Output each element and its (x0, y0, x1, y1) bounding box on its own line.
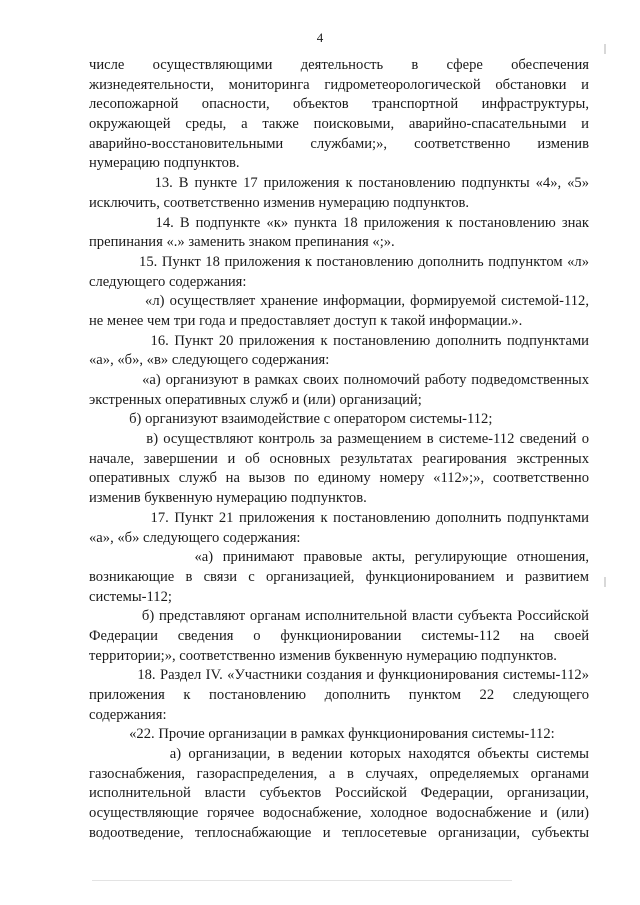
text-line: «22. Прочие организации в рамках функционирования системы-112: (89, 726, 555, 743)
text-line: 18. Раздел IV. «Участники создания и функционирования системы-112» (89, 667, 589, 684)
scan-artifact (92, 880, 512, 881)
text-line: оперативных служб на вызов по единому номеру «112»;», соответственно (89, 470, 589, 487)
text-line: «а», «б» следующего содержания: (89, 529, 301, 546)
text-line: газоснабжения, газораспределения, а в случаях, определяемых органами (89, 765, 589, 782)
text-line: Федерации сведения о функционировании системы-112 на своей (89, 627, 589, 644)
text-line: содержания: (89, 706, 167, 723)
text-line: не менее чем три года и предоставляет доступ к такой информации.». (89, 312, 523, 329)
text-line: б) организуют взаимодействие с оператором системы-112; (89, 411, 493, 428)
text-line: следующего содержания: (89, 273, 247, 290)
text-line: лесопожарной опасности, объектов транспортной инфраструктуры, (89, 96, 589, 113)
text-line: начале, завершении и об основных результатах реагирования экстренных (89, 450, 589, 467)
text-line: а) организации, в ведении которых находятся объекты системы (89, 746, 589, 763)
text-line: системы-112; (89, 588, 172, 605)
text-line: 16. Пункт 20 приложения к постановлению дополнить подпунктами (89, 332, 589, 349)
text-line: приложения к постановлению дополнить пунктом 22 следующего (89, 687, 589, 703)
text-line: 15. Пункт 18 приложения к постановлению дополнить подпунктом «л» (89, 253, 589, 270)
text-line: числе осуществляющими деятельность в сфере обеспечения (89, 57, 589, 73)
scan-edge-mark (604, 577, 606, 587)
text-line: исполнительной власти субъектов Российской Федерации, организации, (89, 785, 589, 802)
text-line: б) представляют органам исполнительной власти субъекта Российской (89, 608, 589, 625)
document-body (89, 56, 589, 844)
text-line: территории;», соответственно изменив буквенную нумерацию подпунктов. (89, 647, 557, 664)
text-line: препинания «.» заменить знаком препинания «;». (89, 234, 395, 251)
text-line: жизнедеятельности, мониторинга гидрометеорологической обстановки и (89, 76, 589, 93)
text-line: 17. Пункт 21 приложения к постановлению дополнить подпунктами (89, 509, 589, 526)
text-line: 14. В подпункте «к» пункта 18 приложения к постановлению знак (89, 214, 589, 231)
text-line: «л) осуществляет хранение информации, формируемой системой-112, (89, 293, 589, 310)
text-line: 13. В пункте 17 приложения к постановлению подпункты «4», «5» (89, 175, 589, 192)
text-line: изменив буквенную нумерацию подпунктов. (89, 490, 367, 507)
text-line: окружающей среды, а также поисковыми, аварийно-спасательными и (89, 116, 589, 133)
text-line: «а) организуют в рамках своих полномочий работу подведомственных (89, 372, 589, 388)
text-line: осуществляющие горячее водоснабжение, холодное водоснабжение и (или) (89, 805, 589, 822)
text-line: «а», «б», «в» следующего содержания: (89, 352, 330, 369)
page-number: 4 (316, 30, 324, 45)
scan-edge-mark (604, 44, 606, 54)
text-line: «а) принимают правовые акты, регулирующие отношения, (89, 549, 589, 566)
text-line: нумерацию подпунктов. (89, 155, 240, 172)
text-line: исключить, соответственно изменив нумерацию подпунктов. (89, 194, 470, 211)
text-line: в) осуществляют контроль за размещением в системе-112 сведений о (89, 431, 589, 448)
text-line: аварийно-восстановительными службами;», соответственно изменив (89, 135, 589, 152)
text-line: экстренных оперативных служб и (или) организаций; (89, 391, 422, 408)
text-line: водоотведение, теплоснабжающие и теплосетевые организации, субъекты (89, 824, 589, 841)
text-line: возникающие в связи с организацией, функционированием и развитием (89, 568, 589, 585)
